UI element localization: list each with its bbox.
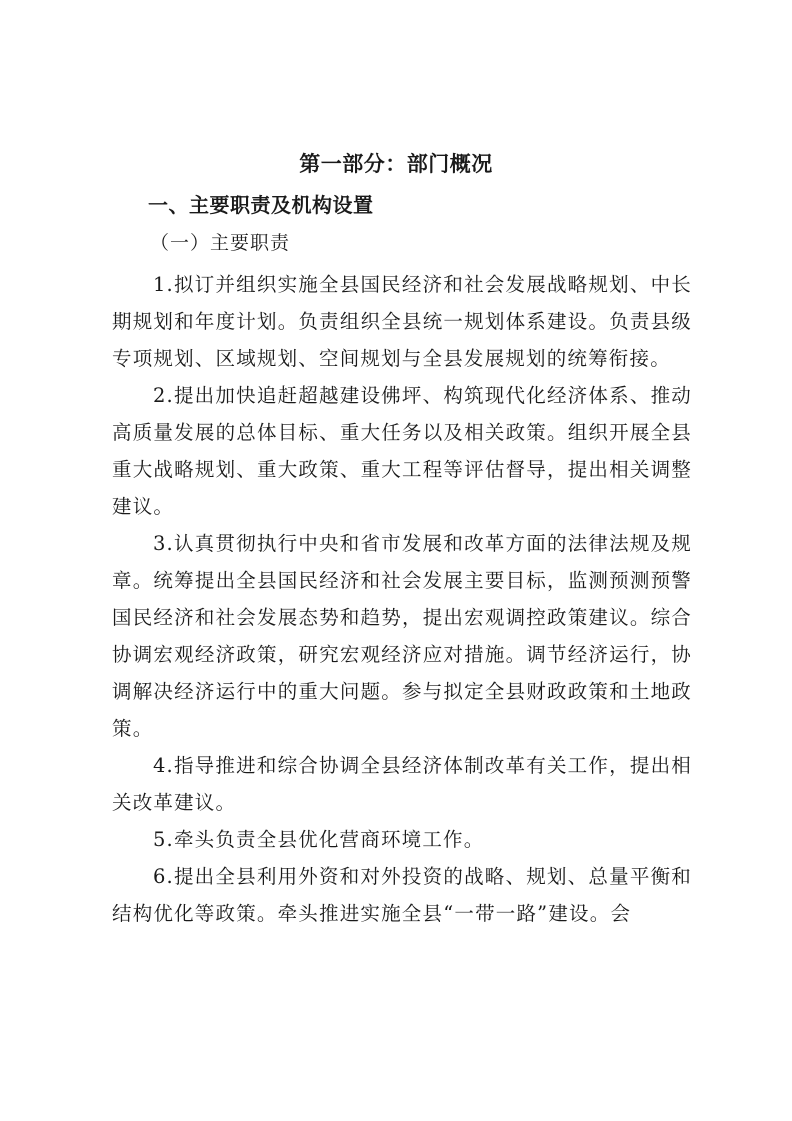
document-body: [112, 266, 692, 932]
paragraph-4: 4.指导推进和综合协调全县经济体制改革有关工作，提出相关改革建议。: [112, 754, 692, 814]
paragraph-1: 1.拟订并组织实施全县国民经济和社会发展战略规划、中长期规划和年度计划。负责组织全县统一规划体系建设。负责县级专项规划、区域规划、空间规划与全县发展规划的统筹衔接。: [112, 273, 692, 370]
subsection-heading: （一）主要职责: [150, 232, 291, 254]
page-title: 第一部分：部门概况: [299, 152, 493, 176]
section-heading: 一、主要职责及机构设置: [148, 193, 374, 217]
paragraph-3: 3.认真贯彻执行中央和省市发展和改革方面的法律法规及规章。统筹提出全县国民经济和社会发展主要目标，监测预测预警国民经济和社会发展态势和趋势，提出宏观调控政策建议。综合协调宏观经济政策，研究宏观经济应对措施。调节经济运行，协调解决经济运行中的重大问题。参与拟定全县财政政策和土地政策。: [112, 532, 692, 740]
paragraph-6: 6.提出全县利用外资和对外投资的战略、规划、总量平衡和结构优化等政策。牵头推进实施全县“一带一路”建设。会: [112, 865, 692, 925]
paragraph-2: 2.提出加快追赶超越建设佛坪、构筑现代化经济体系、推动高质量发展的总体目标、重大任务以及相关政策。组织开展全县重大战略规划、重大政策、重大工程等评估督导，提出相关调整建议。: [112, 384, 692, 518]
paragraph-5: 5.牵头负责全县优化营商环境工作。: [152, 828, 485, 851]
